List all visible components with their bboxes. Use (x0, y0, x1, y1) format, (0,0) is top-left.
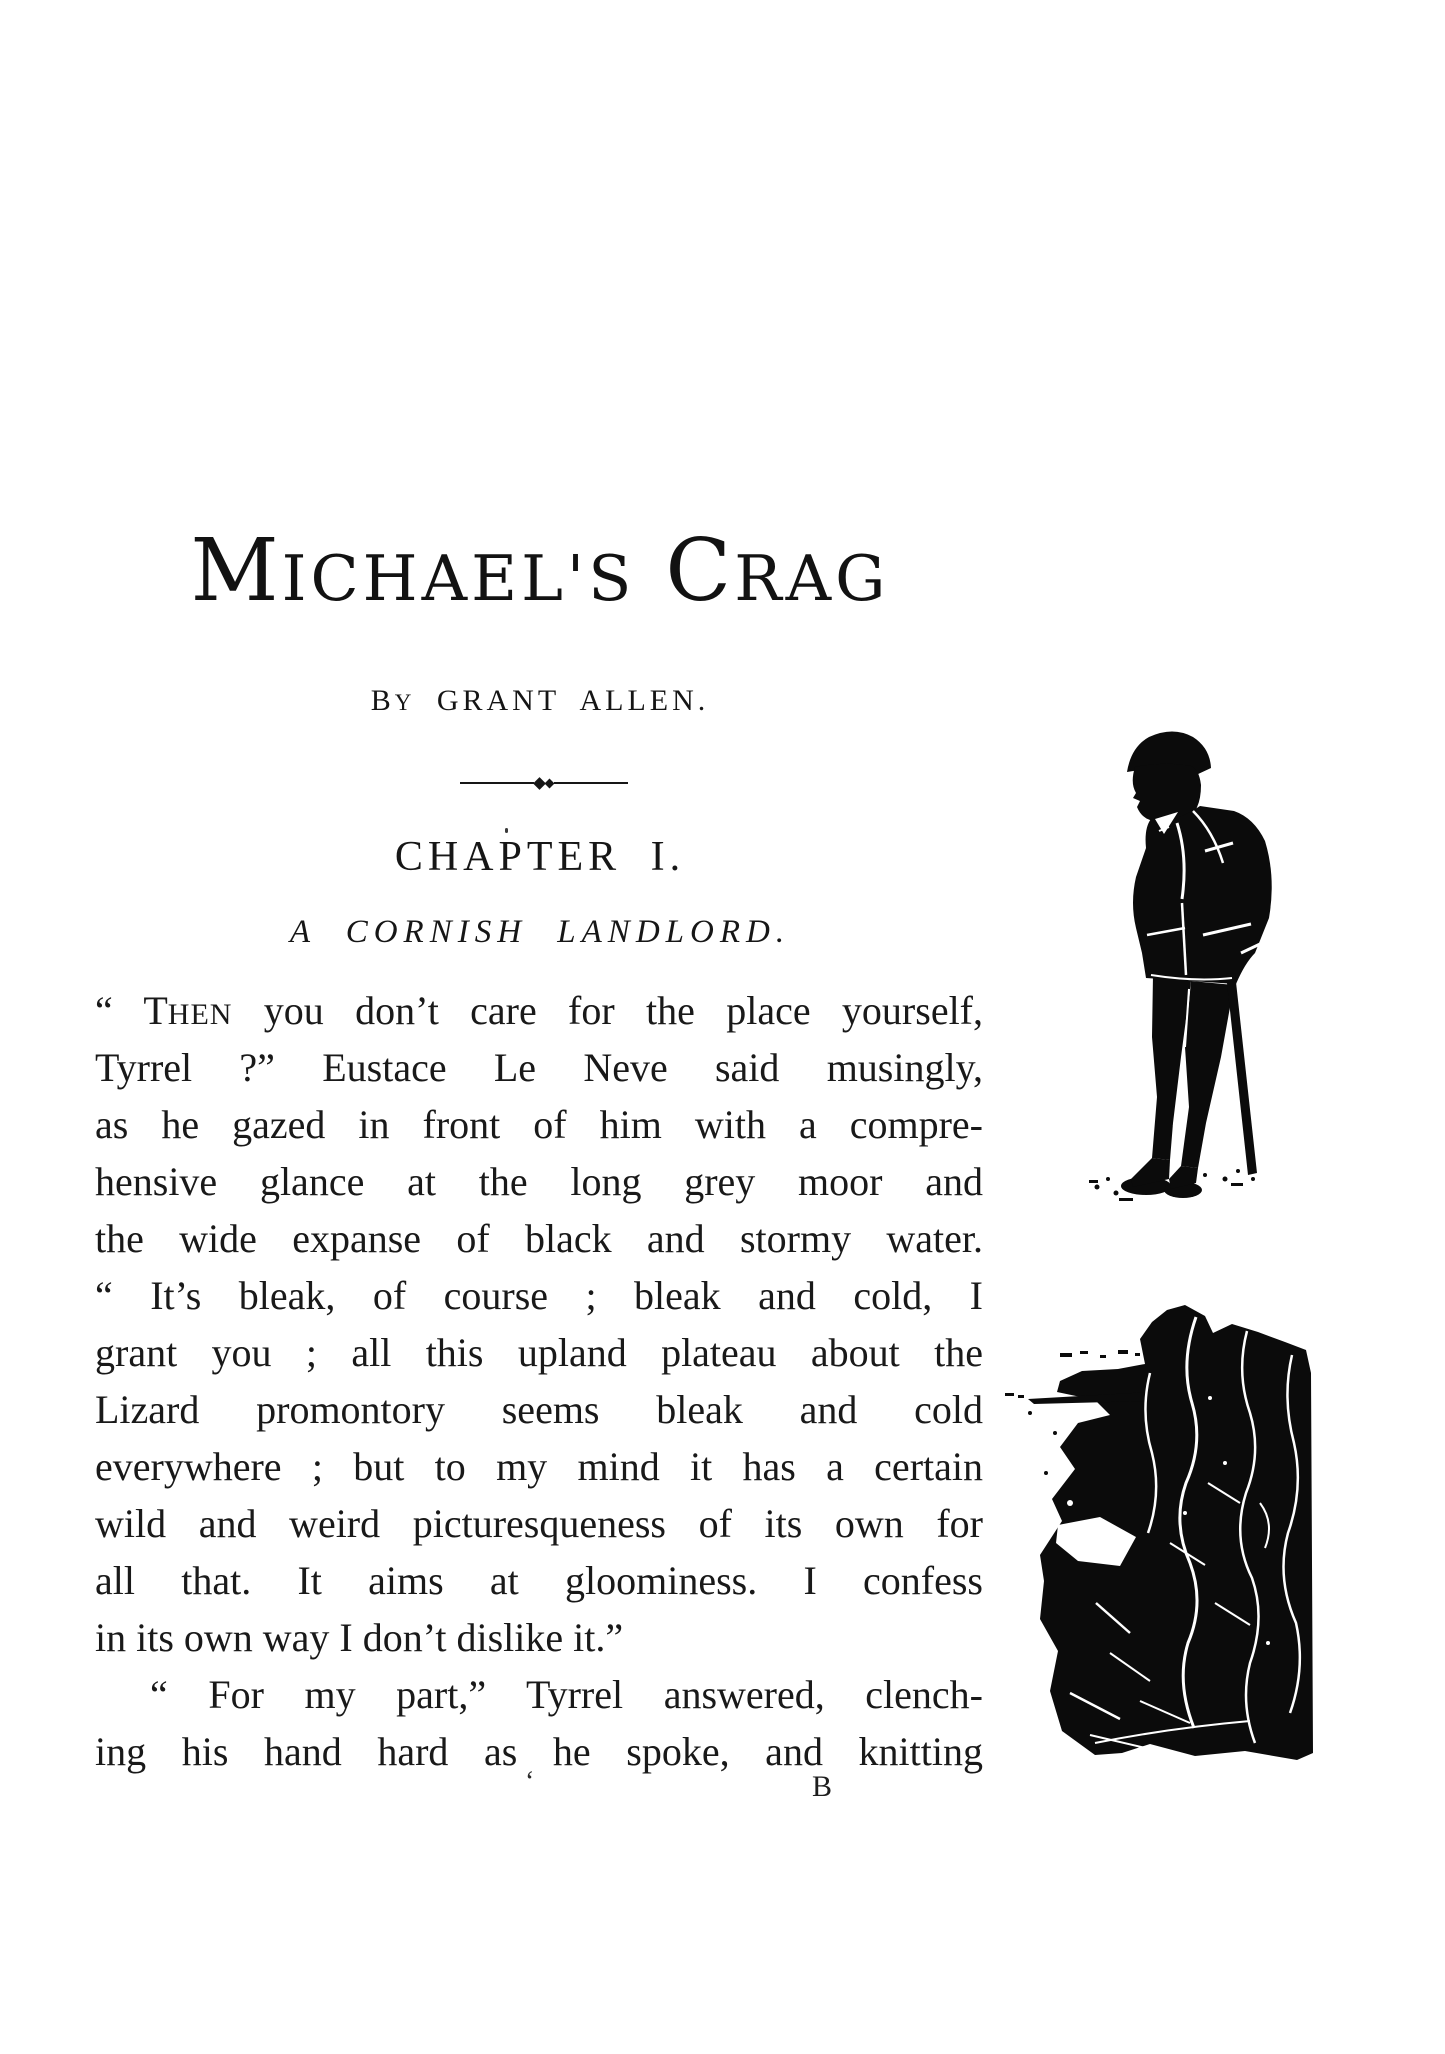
title-rest-1: ICHAEL'S (281, 542, 636, 615)
divider-line-right (554, 782, 628, 784)
body-line (95, 1723, 983, 1780)
title-divider-rule (460, 775, 628, 791)
body-line (95, 982, 983, 1039)
body-run-small-caps: HEN (167, 998, 233, 1031)
body-line (95, 1153, 983, 1210)
body-line (95, 1609, 983, 1666)
body-run: in its own way I don’t dislike it.” (95, 1615, 624, 1660)
body-run: all that. It aims at gloominess. I confess (95, 1558, 983, 1603)
body-line (95, 1324, 983, 1381)
body-line (95, 1210, 983, 1267)
body-run: “ For my part,” Tyrrel answered, clench- (150, 1672, 983, 1717)
body-line (95, 1552, 983, 1609)
title-rest-2: RAG (734, 542, 890, 615)
chapter-heading: CHAPTER I. (394, 834, 686, 880)
body-line (95, 1096, 983, 1153)
man-silhouette-illustration (1085, 727, 1275, 1205)
ink-speck (505, 828, 508, 833)
body-run: ing his hand hard as he spoke, and knitting (95, 1729, 983, 1774)
title-initial-2: C (665, 521, 735, 621)
man-silhouette-shapes (1089, 732, 1272, 1202)
body-run: Tyrrel ?” Eustace Le Neve said musingly, (95, 1045, 983, 1090)
body-line (95, 1381, 983, 1438)
byline-by-rest: Y (394, 690, 416, 715)
byline (90, 686, 990, 716)
body-line (95, 1039, 983, 1096)
body-run: “ It’s bleak, of course ; bleak and cold, I (95, 1273, 983, 1318)
body-run: Lizard promontory seems bleak and cold (95, 1387, 983, 1432)
body-text (95, 982, 983, 1780)
body-line (95, 1495, 983, 1552)
body-line (95, 1666, 983, 1723)
section-subtitle: A CORNISH LANDLORD. (289, 914, 791, 950)
divider-diamond-icon (545, 778, 555, 788)
title-initial-1: M (190, 521, 282, 621)
body-run: everywhere ; but to my mind it has a certain (95, 1444, 983, 1489)
body-run: grant you ; all this upland plateau about the (95, 1330, 983, 1375)
body-run: as he gazed in front of him with a compre- (95, 1102, 983, 1147)
page-title (90, 521, 990, 621)
body-line (95, 1438, 983, 1495)
footer-quote-mark: ‘ (525, 1766, 535, 1797)
body-line (95, 1267, 983, 1324)
crag-shapes (1005, 1305, 1313, 1760)
printer-signature-mark: B (812, 1770, 834, 1803)
crag-illustration (1000, 1303, 1318, 1768)
byline-by-initial: B (370, 684, 395, 717)
byline-author-name: GRANT ALLEN. (415, 684, 710, 717)
body-run: wild and weird picturesqueness of its own for (95, 1501, 983, 1546)
body-run: the wide expanse of black and stormy water. (95, 1216, 983, 1261)
body-run: “ T (95, 988, 168, 1033)
body-run: you don’t care for the place yourself, (232, 988, 983, 1033)
body-run: hensive glance at the long grey moor and (95, 1159, 983, 1204)
divider-line-left (460, 782, 534, 784)
